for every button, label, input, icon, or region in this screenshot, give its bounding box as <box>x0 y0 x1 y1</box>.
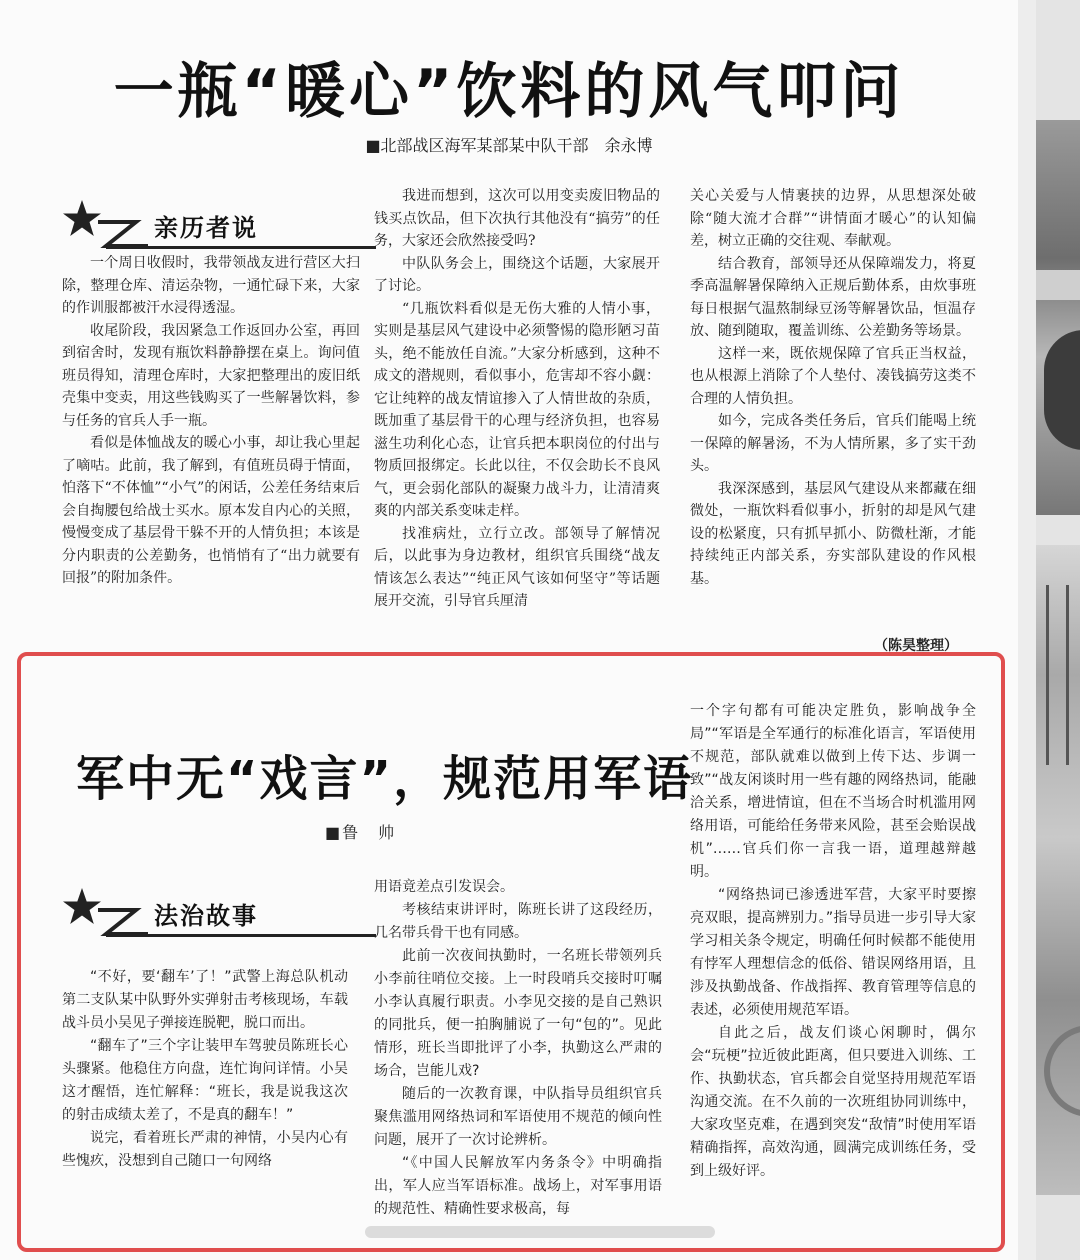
photo <box>1036 545 1080 1195</box>
paragraph: 考核结束讲评时，陈班长讲了这段经历，几名带兵骨干也有同感。 <box>374 902 662 941</box>
paragraph: 关心关爱与人情裹挟的边界，从思想深处破除“随大流才合群”“讲情面才暖心”的认知偏差，树立正确的交往观、奉献观。 <box>690 188 976 249</box>
paragraph: 一个字句都有可能决定胜负，影响战争全局”“军语是全军通行的标准化语言，军语使用不规范，部队就难以做到上传下达、步调一致”“战友闲谈时用一些有趣的网络热词，能融洽关系，增进情谊，但在不当场合时机滥用网络用语，可能给任务带来风险，甚至会贻误战机”……官兵们你一言我一语，道理越辩越明。 <box>690 703 976 880</box>
photo <box>1036 120 1080 515</box>
paragraph: 看似是体恤战友的暖心小事，却让我心里起了嘀咕。此前，我了解到，有值班员碍于情面，怕落下“不体恤”“小气”的闲话，公差任务结束后会自掏腰包给战士买水。原本发自内心的关照，慢慢变成了基层骨干躲不开的人情负担；本该是分内职责的公差勤务，也悄悄有了“出力就要有回报”的附加条件。 <box>62 435 360 586</box>
article1-title: 一瓶“暖心”饮料的风气叩问 <box>113 57 905 127</box>
section-rule <box>106 246 376 249</box>
paragraph: 我进而想到，这次可以用变卖废旧物品的钱买点饮品，但下次执行其他没有“搞劳”的任务，大家还会欣然接受吗? <box>374 188 660 249</box>
article2-byline: ■鲁 帅 <box>325 823 397 842</box>
paragraph: 我深深感到，基层风气建设从来都藏在细微处，一瓶饮料看似事小，折射的却是风气建设的松紧度，只有抓早抓小、防微杜渐，才能持续纯正内部关系，夯实部队建设的作风根基。 <box>690 480 976 587</box>
paragraph: 用语竟差点引发误会。 <box>374 879 514 895</box>
paragraph: 如今，完成各类任务后，官兵们能喝上统一保障的解暑汤，不为人情所累，多了实干劲头。 <box>690 413 976 474</box>
paragraph: 收尾阶段，我因紧急工作返回办公室，再回到宿舍时，发现有瓶饮料静静摆在桌上。询问值班员得知，清理仓库时，大家把整理出的废旧纸壳集中变卖，用这些钱购买了一些解暑饮料，参与任务的官兵人手一瓶。 <box>62 322 360 429</box>
paragraph: 说完，看着班长严肃的神情，小吴内心有些愧疚，没想到自己随口一句网络 <box>62 1130 348 1169</box>
article1-credit: （陈昊整理） <box>874 638 958 654</box>
article1-column-1 <box>62 252 360 590</box>
emblem-slash-icon <box>96 218 150 248</box>
article1-column-3 <box>690 185 976 590</box>
paragraph: “翻车了”三个字让装甲车驾驶员陈班长心头骤紧。他稳住方向盘，连忙询问详情。小吴这才醒悟，连忙解释：“班长，我是说我这次的射击成绩太差了，不是真的翻车！” <box>62 1038 348 1123</box>
paragraph: 结合教育，部领导还从保障端发力，将夏季高温解暑保障纳入正规后勤体系，由炊事班每日根据气温熬制绿豆汤等解暑饮品，恒温存放、随到随取，覆盖训练、公差勤务等场景。 <box>690 255 976 339</box>
article2-title: 军中无“戏言”，规范用军语 <box>76 751 694 807</box>
paragraph: “几瓶饮料看似是无伤大雅的人情小事，实则是基层风气建设中必须警惕的隐形陋习苗头，绝不能放任自流。”大家分析感到，这种不成文的潜规则，看似事小，危害却不容小觑：它让纯粹的战友情谊掺入了人情世故的杂质，既加重了基层骨干的心理与经济负担，也容易滋生功利化心态，让官兵把本职岗位的付出与物质回报绑定。长此以往，不仅会助长不良风气，更会弱化部队的凝聚力战斗力，让清清爽爽的内部关系变味走样。 <box>374 300 660 519</box>
article1-section-label: 亲历者说 <box>154 214 258 242</box>
article2-section-label: 法治故事 <box>154 902 258 930</box>
article1-section-header <box>62 198 382 258</box>
horizontal-scrollbar[interactable] <box>365 1226 715 1238</box>
paragraph: “不好，要‘翻车’了！”武警上海总队机动第二支队某中队野外实弹射击考核现场，车载战斗员小吴见子弹接连脱靶，脱口而出。 <box>62 969 348 1031</box>
paragraph: 找准病灶，立行立改。部领导了解情况后，以此事为身边教材，组织官兵围绕“战友情该怎么表达”“纯正风气该如何坚守”等话题展开交流，引导官兵厘清 <box>374 525 660 609</box>
paragraph: “网络热词已渗透进军营，大家平时要擦亮双眼，提高辨别力。”指导员进一步引导大家学习相关条令规定，明确任何时候都不能使用有悖军人理想信念的低俗、错误网络用语，且涉及执勤战备、作战指挥、教育管理等信息的表述，必须使用规范军语。 <box>690 887 976 1018</box>
paragraph: 随后的一次教育课，中队指导员组织官兵聚焦滥用网络热词和军语使用不规范的倾向性问题，展开了一次讨论辨析。 <box>374 1086 662 1148</box>
paragraph: 自此之后，战友们谈心闲聊时，偶尔会“玩梗”拉近彼此距离，但只要进入训练、工作、执勤状态，官兵都会自觉坚持用规范军语沟通交流。在不久前的一次班组协同训练中，大家攻坚克难，在遇到突发“敌情”时使用军语精确指挥，高效沟通，圆满完成训练任务，受到上级好评。 <box>690 1025 976 1179</box>
article1-column-2 <box>374 185 660 652</box>
highlight-frame <box>17 652 1005 1252</box>
paragraph: “《中国人民解放军内务条令》中明确指出，军人应当军语标准。战场上，对军事用语的规范性、精确性要求极高，每 <box>374 1155 662 1217</box>
adjacent-page-preview <box>1036 0 1080 1260</box>
paragraph: 此前一次夜间执勤时，一名班长带领列兵小李前往哨位交接。上一时段哨兵交接时叮嘱小李认真履行职责。小李见交接的是自己熟识的同批兵，便一拍胸脯说了一句“包的”。见此情形，班长当即批评了小李，执勤这么严肃的场合，岂能儿戏? <box>374 948 662 1079</box>
vertical-scrollbar[interactable] <box>1018 0 1036 1260</box>
article1-byline: ■北部战区海军某部某中队干部 余永博 <box>365 136 653 155</box>
paragraph: 一个周日收假时，我带领战友进行营区大扫除，整理仓库、清运杂物，一通忙碌下来，大家的作训服都被汗水浸得透湿。 <box>62 255 360 316</box>
paragraph: 这样一来，既依规保障了官兵正当权益，也从根源上消除了个人垫付、凑钱搞劳这类不合理的人情负担。 <box>690 345 976 407</box>
paragraph: 中队队务会上，围绕这个话题，大家展开了讨论。 <box>374 255 660 294</box>
